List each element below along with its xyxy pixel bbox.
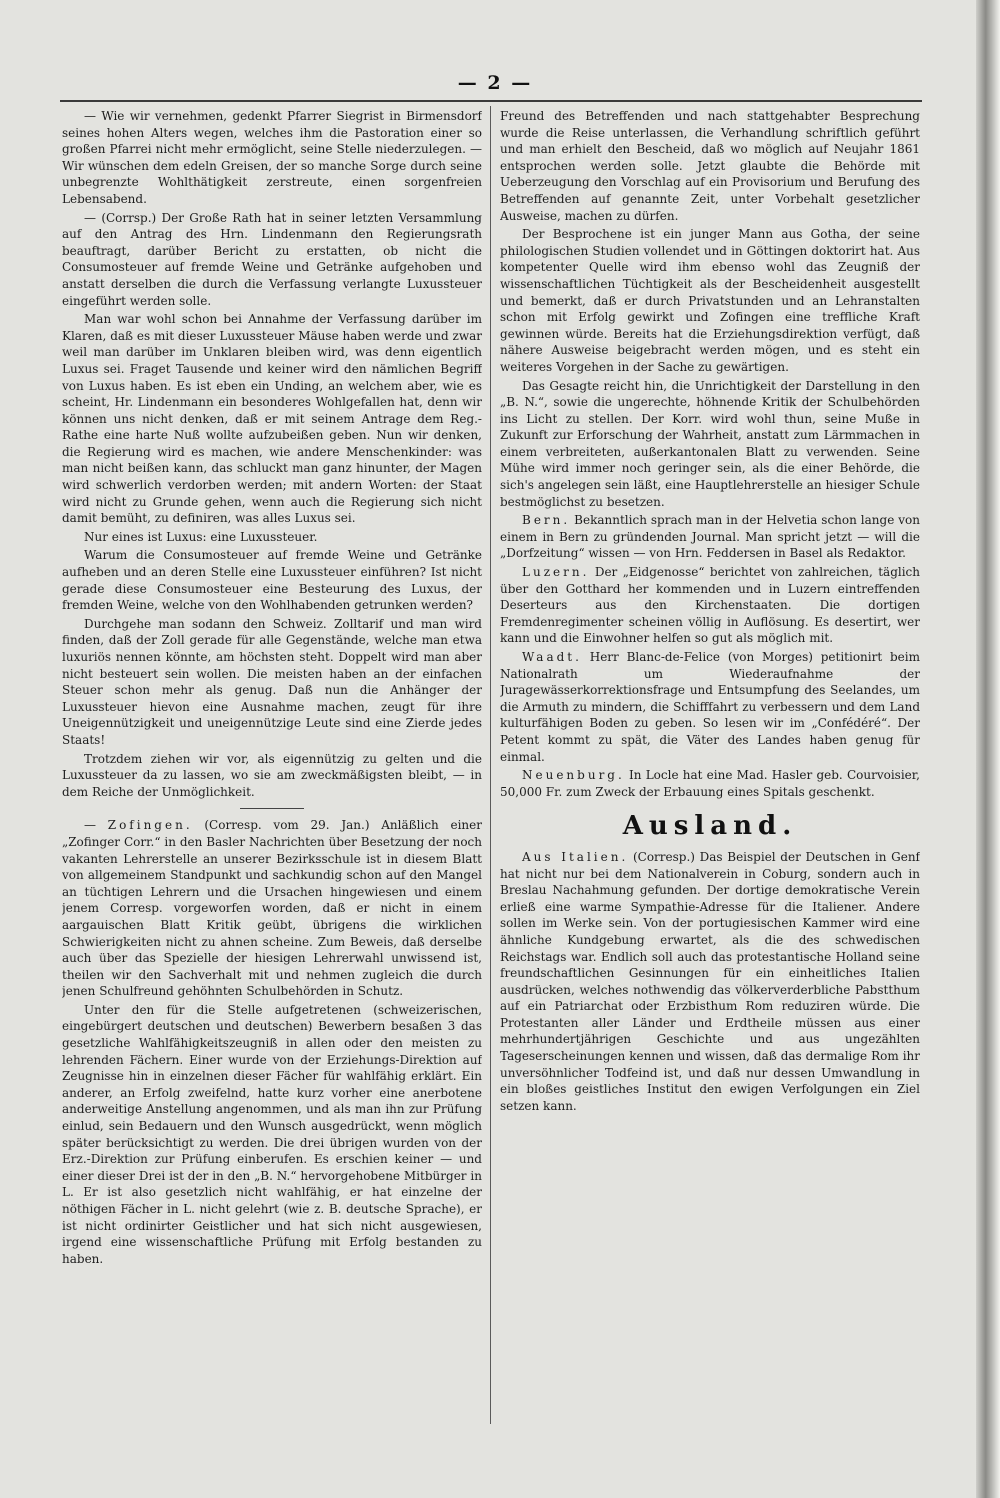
article-grosser-rath-p5: Durchgehe man sodann den Schweiz. Zolltarif und man wird finden, daß der Zoll gerade für alle Gegenstände, welche man etwa luxuriös nennen könnte, am höchsten steht. Doppelt wird man aber nicht besteuert sein wollen. Die meisten haben an der einfachen Steuer schon mehr als genug. Daß nun die Anhänger der Luxussteuer hievon eine Ausnahme machen, zeugt für ihre Uneigennützigkeit und uneigennützige Leute sind eine Zierde jedes Staats! <box>62 616 482 747</box>
article-neuenburg <box>500 767 920 800</box>
dateline-bern: Bern. <box>522 513 571 528</box>
article-zofingen-p2: Unter den für die Stelle aufgetretenen (schweizerischen, eingebürgert deutschen und deutschen) Bewerbern besaßen 3 das gesetzliche Wahlfähigkeitszeugniß in allen oder den meisten zu lehrenden Fächern. Einer wurde von der Erziehungs-Direktion auf Zeugnisse hin in einzelnen dieser Fächer für wahlfähig erklärt. Ein anderer, an Erfolg zweifelnd, hatte kurz vorher eine anerbotene anderweitige Anstellung angenommen, und als man ihn zur Prüfung einlud, sein Bedauern und den Wunsch ausgedrückt, wenn möglich später berücksichtigt zu werden. Die drei übrigen wurden von der Erz.-Direktion zur Prüfung einberufen. Es erschien keiner — und einer dieser Drei ist der in den „B. N.“ hervorgehobene Mitbürger in L. Er ist also gesetzlich nicht wahlfähig, er hat einzelne der nöthigen Fächer in L. nicht gelehrt (wie z. B. deutsche Sprache), er ist nicht ordinirter Geistlicher und hat sich nicht ausgewiesen, irgend eine wissenschaftliche Prüfung mit Erfolg bestanden zu haben. <box>62 1002 482 1266</box>
article-zofingen: — Zofingen. (Corresp. vom 29. Jan.) Anläßlich einer „Zofinger Corr.“ in den Basler Nachrichten über Besetzung der noch vakanten Lehrerstelle an unserer Bezirksschule ist in diesem Blatt von allgemeinem Standpunkt und sachkundig schon auf den Mangel an tüchtigen Lehrern und die Ursachen hingewiesen und einem jenem Corresp. vorgeworfen worden, daß er nicht in einem aargauischen Blatt Kritik geübt, übrigens die wirklichen Schwierigkeiten nicht zu ahnen scheine. Zum Beweis, daß derselbe auch über das Spezielle der hiesigen Lehrerwahl unwissend ist, theilen wir den Sachverhalt mit und nehmen zugleich die durch jenen Schulfreund gehöhnten Schulbehörden in Schutz. <box>62 818 482 999</box>
dateline-waadt: Waadt. <box>522 650 582 664</box>
article-italien-text: (Corresp.) Das Beispiel der Deutschen in Genf hat nicht nur bei dem Nationalverein in Coburg, sondern auch in Breslau Nachahmung gefunden. Der dortige demokratische Verein erließ eine warme Sympathie-Adresse für die Italiener. Andere sollen im Werke sein. Von der portugiesischen Kammer wird eine ähnliche Kundgebung erwartet, als die des schwedischen Reichstags war. Endlich soll auch das protestantische Holland seine freundschaftlichen Gesinnungen für ein einheitliches Italien ausdrücken, welches nothwendig das völkerverderbliche Pabstthum auf ein Patriarchat oder Erzbisthum Rom reduziren würde. Die Protestanten aller Länder und Erdtheile müssen aus einer mehrhundertjährigen Geschichte und aus ungezählten Tageserscheinungen kennen und wissen, daß das dermalige Rom ihr unversöhnlicher Todfeind ist, und daß nur dessen Umwandlung in ein bloßes geistliches Institut den ewigen Verfolgungen ein Ziel setzen kann. <box>500 849 920 1113</box>
dateline-italien: Aus Italien. <box>522 849 629 864</box>
article-grosser-rath-p6: Trotzdem ziehen wir vor, als eigennützig zu gelten und die Luxussteuer da zu lassen, wo sie am zweckmäßigsten bleibt, — in dem Reiche der Unmöglichkeit. <box>62 751 482 799</box>
column-divider <box>490 106 491 1424</box>
article-bern <box>500 512 920 562</box>
article-luzern <box>500 564 920 647</box>
article-divider <box>240 808 304 809</box>
article-continued-p2: Der Besprochene ist ein junger Mann aus Gotha, der seine philologischen Studien vollendet und in Göttingen doktorirt hat. Aus kompetenter Quelle wird ihm ebenso wohl das Zeugniß der wissenschaftlichen Tüchtigkeit als der Bescheidenheit ausgestellt und bemerkt, daß er durch Privatstunden und an Lehranstalten schon mit Erfolg gewirkt und Zofingen eine treffliche Kraft gewinnen würde. Bereits hat die Erziehungsdirektion verfügt, daß nähere Ausweise beigebracht werden mögen, und es steht ein weiteres Vorgehen in der Sache zu gewärtigen. <box>500 227 920 374</box>
article-continued: Freund des Betreffenden und nach stattgehabter Besprechung wurde die Reise unterlassen, die Verhandlung schriftlich geführt und man erhielt den Bescheid, daß wo möglich auf Neujahr 1861 entsprochen werden solle. Jetzt glaubte die Behörde mit Ueberzeugung den Vorschlag auf ein Provisorium und Berufung des Betreffenden auf genannte Zeit, unter Vorbehalt gesetzlicher Ausweise, machen zu dürfen. <box>500 109 920 223</box>
section-title-ausland: Ausland. <box>622 811 798 842</box>
article-luzern-text: Der „Eidgenosse“ berichtet von zahlreichen, täglich über den Gotthard her kommenden und in Luzern eintreffenden Deserteurs aus den Kirchenstaaten. Die dortigen Fremdenregimenter scheinen völlig in Auflösung. Es desertirt, wer kann und die Einwohner helfen so gut als möglich mit. <box>500 565 920 646</box>
dateline-neuenburg: Neuenburg. <box>522 768 625 783</box>
article-grosser-rath: — (Corrsp.) Der Große Rath hat in seiner letzten Versammlung auf den Antrag des Hrn. Lindenmann den Regierungsrath beauftragt, darüber Bericht zu erstatten, ob nicht die Consumosteuer auf fremde Weine und Getränke aufgehoben und anstatt derselben die durch die Verfassung verlangte Luxussteuer eingeführt werden solle. <box>62 210 482 308</box>
article-neuenburg-text: In Locle hat eine Mad. Hasler geb. Courvoisier, 50,000 Fr. zum Zweck der Erbauung eines Spitals geschenkt. <box>500 768 920 799</box>
header-rule <box>60 100 922 102</box>
dateline-luzern: Luzern. <box>522 565 590 580</box>
article-zofingen-text: (Corresp. vom 29. Jan.) Anläßlich einer „Zofinger Corr.“ in den Basler Nachrichten über Besetzung der noch vakanten Lehrerstelle an unserer Bezirksschule ist in diesem Blatt von allgemeinem Standpunkt und sachkundig schon auf den Mangel an tüchtigen Lehrern und die Ursachen hingewiesen und einem jenem Corresp. vorgeworfen worden, daß er nicht in einem aargauischen Blatt Kritik geübt, übrigens die wirklichen Schwierigkeiten nicht zu ahnen scheine. Zum Beweis, daß derselbe auch über das Spezielle der hiesigen Lehrerwahl unwissend ist, theilen wir den Sachverhalt mit und nehmen zugleich die durch jenen Schulfreund gehöhnten Schulbehörden in Schutz. <box>62 818 482 999</box>
article-grosser-rath-p2: Man war wohl schon bei Annahme der Verfassung darüber im Klaren, daß es mit dieser Luxussteuer Mäuse haben werde und zwar weil man darüber im Unklaren bleiben wird, was denn eigentlich Luxus sei. Fraget Tausende und keiner wird den nämlichen Begriff von Luxus haben. Es ist eben ein Unding, an welchem aber, wie es scheint, Hr. Lindenmann ein besonderes Wohlgefallen hat, denn wir können uns nicht denken, daß er mit seinem Antrage dem Reg.-Rathe eine harte Nuß wollte aufzubeißen geben. Nun wir denken, die Regierung wird es machen, wie andere Menschenkinder: was man nicht beißen kann, das schluckt man ganz hinunter, der Magen wird schwerlich verdorben werden; mit andern Worten: der Staat wird nicht zu Grunde gehen, wenn auch die Regierung sich nicht damit bemüht, zu definiren, was alles Luxus sei. <box>62 312 482 526</box>
article-continued-p3: Das Gesagte reicht hin, die Unrichtigkeit der Darstellung in den „B. N.“, sowie die ungerechte, höhnende Kritik der Schulbehörden ins Licht zu stellen. Der Korr. wird wohl thun, seine Muße in Zukunft zur Erforschung der Wahrheit, anstatt zum Lärmmachen in einem verbreiteten, außerkantonalen Blatt zu verwenden. Seine Mühe wird immer noch geringer sein, als die einer Behörde, die sich's angelegen sein läßt, eine Hauptlehrerstelle an hiesiger Schule bestmöglichst zu besetzen. <box>500 378 920 509</box>
article-grosser-rath-p4: Warum die Consumosteuer auf fremde Weine und Getränke aufheben und an deren Stelle eine Luxussteuer einführen? Ist nicht gerade diese Consumosteuer eine Besteurung des Luxus, der fremden Weine, welche von den Wohlhabenden getrunken werden? <box>62 548 482 613</box>
article-grosser-rath-p3: Nur eines ist Luxus: eine Luxussteuer. <box>84 529 318 544</box>
article-waadt <box>500 649 920 765</box>
page-number: — 2 — <box>457 72 533 94</box>
right-column <box>500 108 920 1438</box>
left-column <box>62 108 482 1438</box>
article-siegrist: — Wie wir vernehmen, gedenkt Pfarrer Siegrist in Birmensdorf seines hohen Alters wegen, welches ihm die Pastoration einer so großen Pfarrei nicht mehr ermöglicht, seine Stelle niederzulegen. — Wir wünschen dem edeln Greisen, der so manche Sorge durch seine unbegrenzte Wohlthätigkeit zerstreute, einen sorgenfreien Lebensabend. <box>62 109 482 206</box>
article-bern-text: Bekanntlich sprach man in der Helvetia schon lange von einem in Bern zu gründenden Journal. Man spricht jetzt — will die „Dorfzeitung“ wissen — von Hrn. Feddersen in Basel als Redaktor. <box>500 513 920 561</box>
article-italien <box>500 849 920 1115</box>
scan-edge <box>976 0 1000 1498</box>
dateline-zofingen: Zofingen. <box>107 818 193 833</box>
article-waadt-text: Herr Blanc-de-Felice (von Morges) petitionirt beim Nationalrath um Wiederaufnahme der Juragewässerkorrektionsfrage und Entsumpfung des Seelandes, um die Armuth zu mindern, die Schifffahrt zu verbessern und dem Land kulturfähigen Boden zu geben. So lesen wir im „Confédéré“. Der Petent kommt zu spät, die Väter des Landes haben genug für einmal. <box>500 650 920 764</box>
